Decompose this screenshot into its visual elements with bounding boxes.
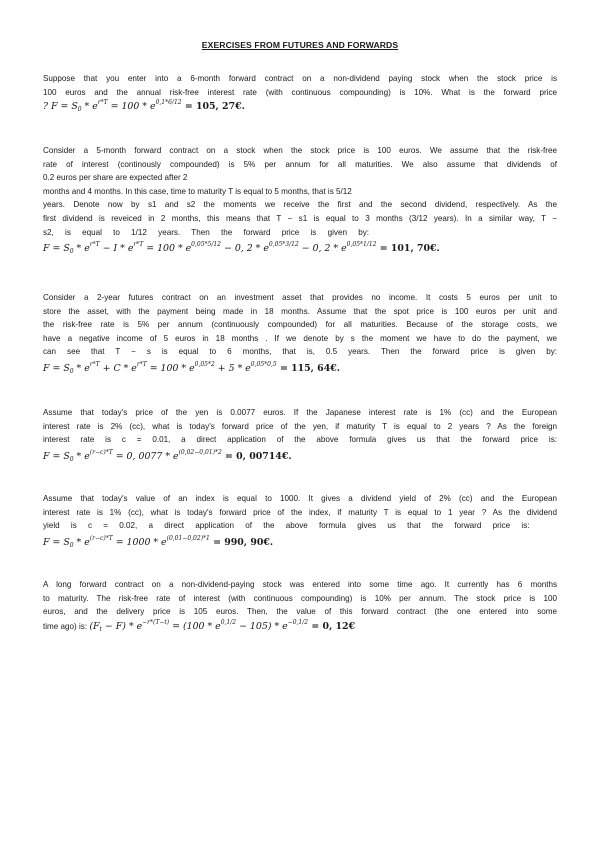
text-line: 0.2 euros per share are expected after 2	[43, 173, 188, 183]
formula-exponent: r*T	[133, 241, 144, 249]
exercise-5	[43, 492, 557, 550]
formula-subscript: 0	[69, 367, 74, 375]
exercise-2	[43, 144, 557, 256]
formula-part: (F	[89, 620, 100, 632]
formula-exponent: (r−c)*T	[89, 448, 113, 456]
text-line: the risk-free rate is 5% per annum (continuously compounded) for all maturities. Because of the storage costs, we	[43, 320, 557, 330]
formula-exponent: (0,02−0,01)*2	[178, 448, 222, 456]
formula-exponent: r*T	[97, 99, 108, 107]
formula-part: − 0, 2 * e	[221, 243, 269, 255]
text-line: Consider a 5-month forward contract on a stock when the stock price is 100 euros. We assume that the risk-free	[43, 146, 557, 155]
text-line: euros, and the delivery price is 105 euros. Then, the value of this forward contract (the one entered into some	[43, 607, 557, 617]
formula-part: * e	[73, 536, 90, 548]
formula-result: = 105, 27€.	[181, 101, 245, 113]
formula-result: = 101, 70€.	[376, 243, 440, 255]
formula-exponent: −0,1/2	[287, 618, 309, 626]
formula-subscript: t	[99, 625, 102, 633]
formula-part: − 0, 2 * e	[298, 243, 347, 255]
text-line: months and 4 months. In this case, time to maturity T is equal to 5 months, that is 5/12	[43, 186, 352, 196]
text-line: Suppose that you enter into a 6-month forward contract on a non-dividend paying stock when the stock price is	[43, 74, 557, 83]
text-line: Consider a 2-year futures contract on an investment asset that provides no income. It costs 5 euros per unit to	[43, 293, 557, 302]
formula-subscript: 0	[69, 541, 74, 549]
text-line: yield is c = 0.02, a direct application of the above formula gives us that the forward price is:	[43, 521, 530, 531]
formula	[43, 449, 557, 464]
formula	[43, 361, 557, 376]
exercise-6	[43, 578, 557, 634]
text-line: interest rate is c = 0.01, a direct application of the above formula gives us that the forward price is:	[43, 435, 557, 445]
formula-part: F = S	[43, 243, 70, 255]
formula	[43, 99, 557, 114]
formula-part: + C * e	[99, 362, 137, 374]
formula-exponent: 0,05*0,5	[250, 360, 277, 368]
text-line: to maturity. The risk-free rate of interest (with continuous compounding) is 10% per annum. The stock price is 100	[43, 593, 557, 603]
text-line: years. Denote now by s1 and s2 the moments we receive the first and the second dividend, respectively. As the	[43, 200, 557, 210]
formula-exponent: −r*(T−t)	[142, 618, 170, 626]
text-line: Assume that today's price of the yen is 0.0077 euros. If the Japanese interest rate is 1% (cc) and the European	[43, 408, 557, 417]
formula-part: − 105) * e	[236, 620, 288, 632]
text-line: first dividend is reveiced in 2 months, this means that T − s1 is equal to 3 months (3/12 years). In a similar way, T −	[43, 213, 557, 223]
formula-exponent: (0,01−0,02)*1	[166, 534, 210, 542]
formula-exponent: r*T	[89, 241, 100, 249]
exercise-4	[43, 406, 557, 464]
formula-part: F = S	[43, 362, 70, 374]
formula-part: = 100 * e	[143, 243, 192, 255]
formula-result: = 115, 64€.	[276, 362, 341, 374]
formula-part: = 1000 * e	[112, 536, 167, 548]
formula-part: + 5 * e	[214, 362, 251, 374]
formula-subscript: 0	[69, 248, 74, 256]
formula-exponent: 0,1*6/12	[155, 99, 182, 107]
formula-exponent: r*T	[89, 360, 100, 368]
formula-part: * e	[73, 362, 90, 374]
formula-exponent: (r−c)*T	[89, 534, 113, 542]
exercise-3	[43, 291, 557, 376]
formula-part: F = S	[43, 536, 70, 548]
formula	[43, 241, 557, 256]
text-line: 100 euros and the annual risk-free interest rate (with continuous compounding) is 10%. What is the forward price	[43, 87, 557, 97]
formula-part: * e	[73, 243, 90, 255]
text-line: A long forward contract on a non-dividend-paying stock was entered into some time ago. It currently has 6 months	[43, 580, 557, 589]
page-title: EXERCISES FROM FUTURES AND FORWARDS	[201, 40, 399, 50]
formula	[89, 618, 356, 633]
text-line: rate of interest (continously compounded) is 5% per annum for all maturities. We also assume that dividends of	[43, 159, 557, 169]
formula-result: = 0, 00714€.	[221, 450, 292, 462]
formula-exponent: 0,05*3/12	[268, 241, 299, 249]
exercise-1	[43, 72, 557, 114]
text-fragment: time ago) is:	[43, 621, 90, 631]
formula-part: * e	[81, 101, 98, 113]
formula-part: = 100 * e	[146, 362, 195, 374]
formula-result: = 990, 90€.	[209, 536, 274, 548]
formula-part: F = S	[43, 450, 70, 462]
formula-exponent: 0,05*1/12	[346, 241, 377, 249]
formula-part: − I * e	[99, 243, 134, 255]
text-line: store the asset, with the payment being made in 18 months. Assume that the spot price is 100 euros per unit and	[43, 306, 557, 316]
formula-part: = 0, 0077 * e	[112, 450, 179, 462]
text-line: Assume that today's value of an index is equal to 1000. It gives a dividend yield of 2% (cc) and the European	[43, 494, 557, 503]
formula-exponent: 0,1/2	[220, 618, 237, 626]
formula	[43, 535, 557, 550]
formula-part: = 100 * e	[107, 101, 156, 113]
formula-exponent: 0,05*5/12	[191, 241, 221, 249]
formula-result: = 0, 12€	[308, 620, 356, 632]
formula-part: = (100 * e	[169, 620, 221, 632]
text-line: interest rate is 2% (cc), what is today's forward price of the yen, if maturity T is equal to 2 years ? As the foreign	[43, 421, 557, 431]
formula-part: ? F = S	[43, 101, 78, 113]
formula-exponent: r*T	[136, 360, 147, 368]
formula-subscript: 0	[69, 455, 74, 463]
text-line: can see that T − s is equal to 6 months, that is, 0.5 years. Then the forward price is given by:	[43, 347, 557, 357]
text-line: have a negative income of 5 euros in 18 months . If we denote by s the moment we have to do the payment, we	[43, 333, 557, 343]
formula-exponent: 0,05*2	[194, 360, 215, 368]
formula-part: * e	[73, 450, 90, 462]
formula-subscript: 0	[77, 106, 82, 114]
formula-part: − F) * e	[101, 620, 143, 632]
text-line: interest rate is 1% (cc), what is today's forward price of the index, if maturity T is equal to 1 year ? As the dividend	[43, 507, 557, 517]
text-line: s2, is equal to 1/12 years. Then the forward price is given by:	[43, 227, 369, 237]
text-line-with-formula	[43, 619, 557, 634]
